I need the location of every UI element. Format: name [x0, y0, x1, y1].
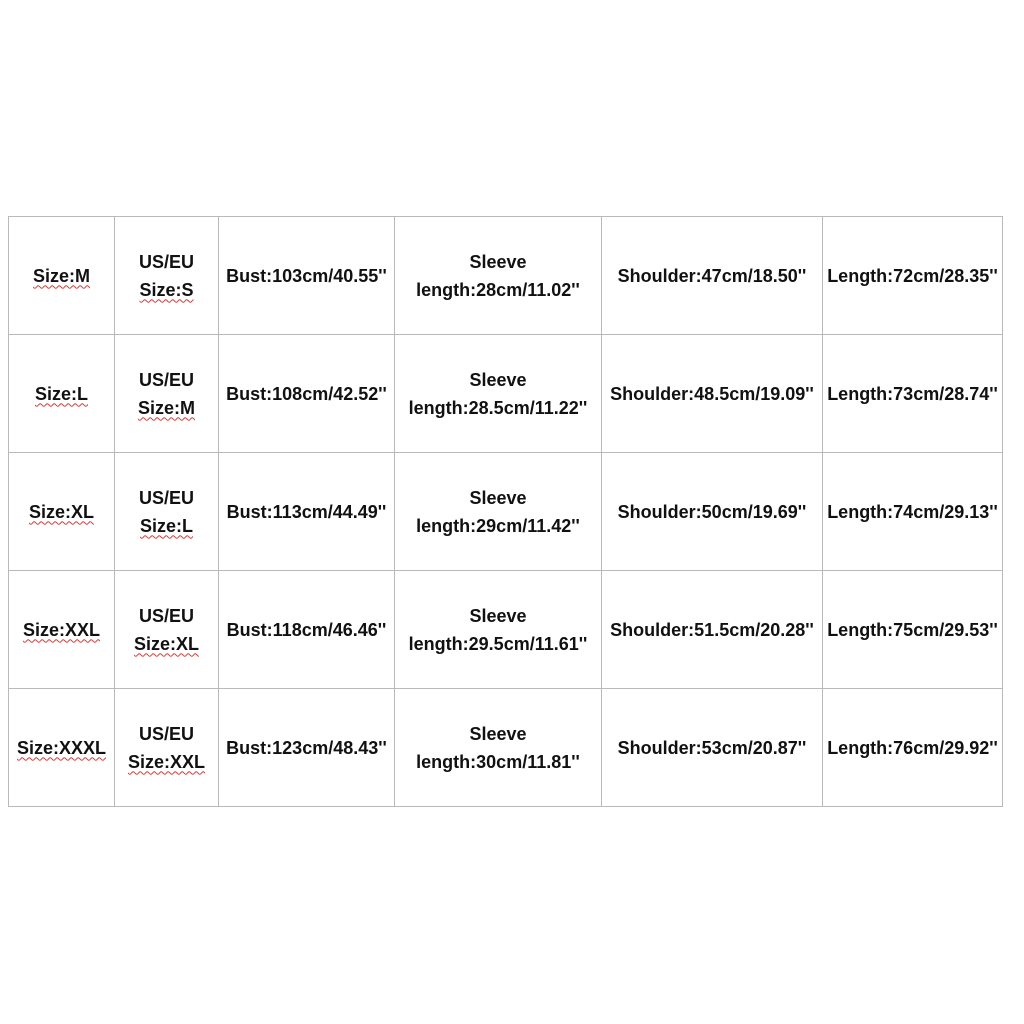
bust-cell: [219, 571, 395, 689]
length-cell: [823, 217, 1003, 335]
us-eu-size-value: Size:M: [137, 397, 195, 418]
shoulder-value: Shoulder:50cm/19.69'': [617, 501, 807, 522]
shoulder-cell: [602, 217, 823, 335]
size-label: Size:L: [34, 383, 88, 404]
size-cell: [9, 335, 115, 453]
sleeve-length-value: length:28.5cm/11.22'': [408, 397, 588, 418]
bust-value: Bust:118cm/46.46'': [226, 619, 387, 640]
bust-cell: [219, 335, 395, 453]
table-row: [9, 217, 1003, 335]
us-eu-size-value: Size:S: [139, 279, 194, 300]
us-eu-size-cell: [115, 571, 219, 689]
length-value: Length:76cm/29.92'': [827, 737, 998, 758]
us-eu-size-value: Size:XXL: [127, 751, 206, 772]
sleeve-label: Sleeve: [469, 369, 527, 390]
us-eu-label: US/EU: [138, 487, 194, 508]
shoulder-value: Shoulder:48.5cm/19.09'': [610, 383, 814, 404]
table-row: [9, 335, 1003, 453]
sleeve-length-value: length:29.5cm/11.61'': [408, 633, 588, 654]
shoulder-cell: [602, 453, 823, 571]
sleeve-cell: [395, 335, 602, 453]
sleeve-length-value: length:28cm/11.02'': [416, 279, 580, 300]
size-label: Size:XL: [28, 501, 94, 522]
table-row: [9, 453, 1003, 571]
shoulder-value: Shoulder:51.5cm/20.28'': [610, 619, 814, 640]
us-eu-size-value: Size:L: [139, 515, 193, 536]
bust-cell: [219, 689, 395, 807]
shoulder-cell: [602, 335, 823, 453]
length-value: Length:74cm/29.13'': [827, 501, 998, 522]
length-cell: [823, 571, 1003, 689]
length-cell: [823, 335, 1003, 453]
bust-value: Bust:113cm/44.49'': [226, 501, 387, 522]
us-eu-size-value: Size:XL: [133, 633, 199, 654]
us-eu-size-cell: [115, 689, 219, 807]
sleeve-label: Sleeve: [469, 251, 527, 272]
size-cell: [9, 689, 115, 807]
shoulder-cell: [602, 689, 823, 807]
bust-value: Bust:103cm/40.55'': [226, 265, 387, 286]
sleeve-cell: [395, 571, 602, 689]
bust-cell: [219, 453, 395, 571]
length-cell: [823, 453, 1003, 571]
length-cell: [823, 689, 1003, 807]
sleeve-cell: [395, 689, 602, 807]
bust-value: Bust:108cm/42.52'': [226, 383, 387, 404]
us-eu-label: US/EU: [138, 605, 194, 626]
us-eu-label: US/EU: [138, 369, 194, 390]
us-eu-label: US/EU: [138, 251, 194, 272]
sleeve-cell: [395, 217, 602, 335]
table-row: [9, 689, 1003, 807]
size-chart-table: [8, 216, 1003, 807]
us-eu-size-cell: [115, 453, 219, 571]
size-label: Size:XXL: [22, 619, 101, 640]
sleeve-label: Sleeve: [469, 487, 527, 508]
sleeve-length-value: length:30cm/11.81'': [416, 751, 580, 772]
shoulder-value: Shoulder:47cm/18.50'': [617, 265, 807, 286]
bust-value: Bust:123cm/48.43'': [226, 737, 387, 758]
length-value: Length:75cm/29.53'': [827, 619, 998, 640]
us-eu-size-cell: [115, 217, 219, 335]
size-cell: [9, 217, 115, 335]
size-label: Size:M: [32, 265, 90, 286]
table-row: [9, 571, 1003, 689]
sleeve-length-value: length:29cm/11.42'': [416, 515, 580, 536]
size-cell: [9, 453, 115, 571]
size-label: Size:XXXL: [16, 737, 107, 758]
sleeve-label: Sleeve: [469, 605, 527, 626]
us-eu-label: US/EU: [138, 723, 194, 744]
us-eu-size-cell: [115, 335, 219, 453]
bust-cell: [219, 217, 395, 335]
shoulder-value: Shoulder:53cm/20.87'': [617, 737, 807, 758]
size-cell: [9, 571, 115, 689]
sleeve-cell: [395, 453, 602, 571]
length-value: Length:73cm/28.74'': [827, 383, 998, 404]
sleeve-label: Sleeve: [469, 723, 527, 744]
shoulder-cell: [602, 571, 823, 689]
length-value: Length:72cm/28.35'': [827, 265, 998, 286]
